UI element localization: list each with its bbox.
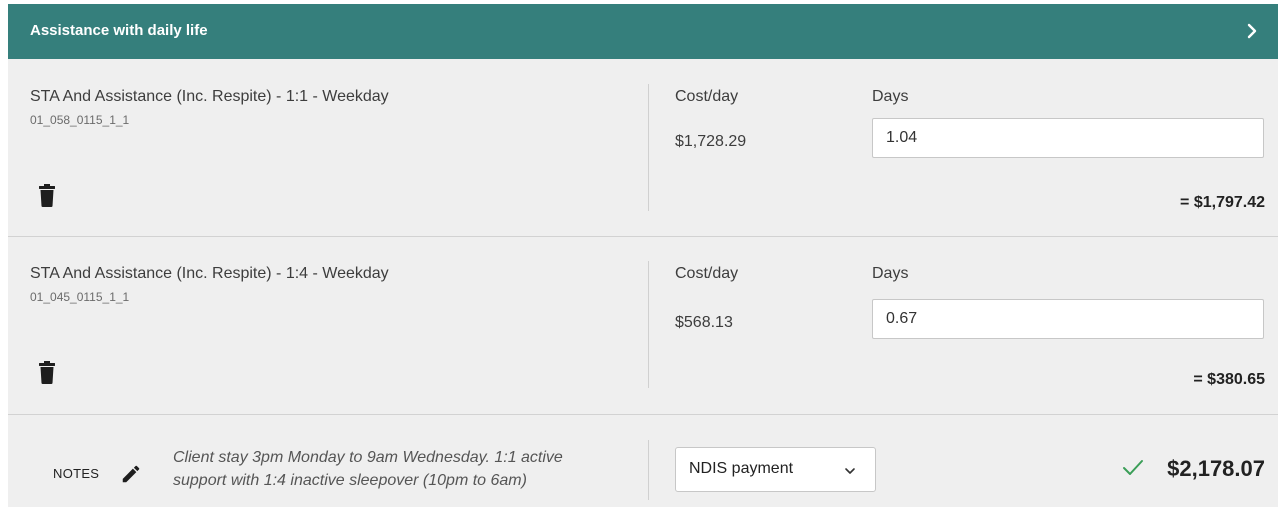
payment-type-select[interactable] <box>675 447 876 492</box>
chevron-right-icon[interactable] <box>1242 19 1262 43</box>
days-input[interactable] <box>872 299 1264 339</box>
notes-line: support with 1:4 inactive sleepover (10pm to 6am) <box>173 472 527 489</box>
item-code: 01_058_0115_1_1 <box>30 113 130 127</box>
payment-type-value: NDIS payment <box>689 460 794 477</box>
days-input[interactable] <box>872 118 1264 158</box>
item-name: STA And Assistance (Inc. Respite) - 1:1 - Weekday <box>30 88 389 105</box>
column-divider <box>648 261 649 388</box>
category-header[interactable] <box>8 4 1278 59</box>
notes-text <box>173 446 643 492</box>
cost-per-day-label: Cost/day <box>675 265 739 282</box>
category-title: Assistance with daily life <box>30 22 208 39</box>
line-item <box>8 59 1278 236</box>
line-total: = $1,797.42 <box>1180 194 1265 211</box>
notes-line: Client stay 3pm Monday to 9am Wednesday. 1:1 active <box>173 449 563 466</box>
line-item <box>8 236 1278 414</box>
notes-label: NOTES <box>53 466 100 481</box>
column-divider <box>648 84 649 211</box>
days-label: Days <box>872 265 909 282</box>
check-icon <box>1122 458 1144 478</box>
trash-icon[interactable] <box>39 361 55 385</box>
column-divider <box>648 440 649 500</box>
chevron-down-icon <box>844 466 856 476</box>
cost-per-day-label: Cost/day <box>675 88 739 105</box>
cost-per-day-value: $568.13 <box>675 314 733 331</box>
line-total: = $380.65 <box>1193 371 1265 388</box>
trash-icon[interactable] <box>39 184 55 208</box>
support-category-panel <box>8 4 1278 507</box>
item-name: STA And Assistance (Inc. Respite) - 1:4 - Weekday <box>30 265 389 282</box>
pencil-icon[interactable] <box>120 463 142 485</box>
item-code: 01_045_0115_1_1 <box>30 290 130 304</box>
grand-total: $2,178.07 <box>1167 456 1265 481</box>
cost-per-day-value: $1,728.29 <box>675 133 747 150</box>
days-label: Days <box>872 88 909 105</box>
notes-footer <box>8 414 1278 507</box>
